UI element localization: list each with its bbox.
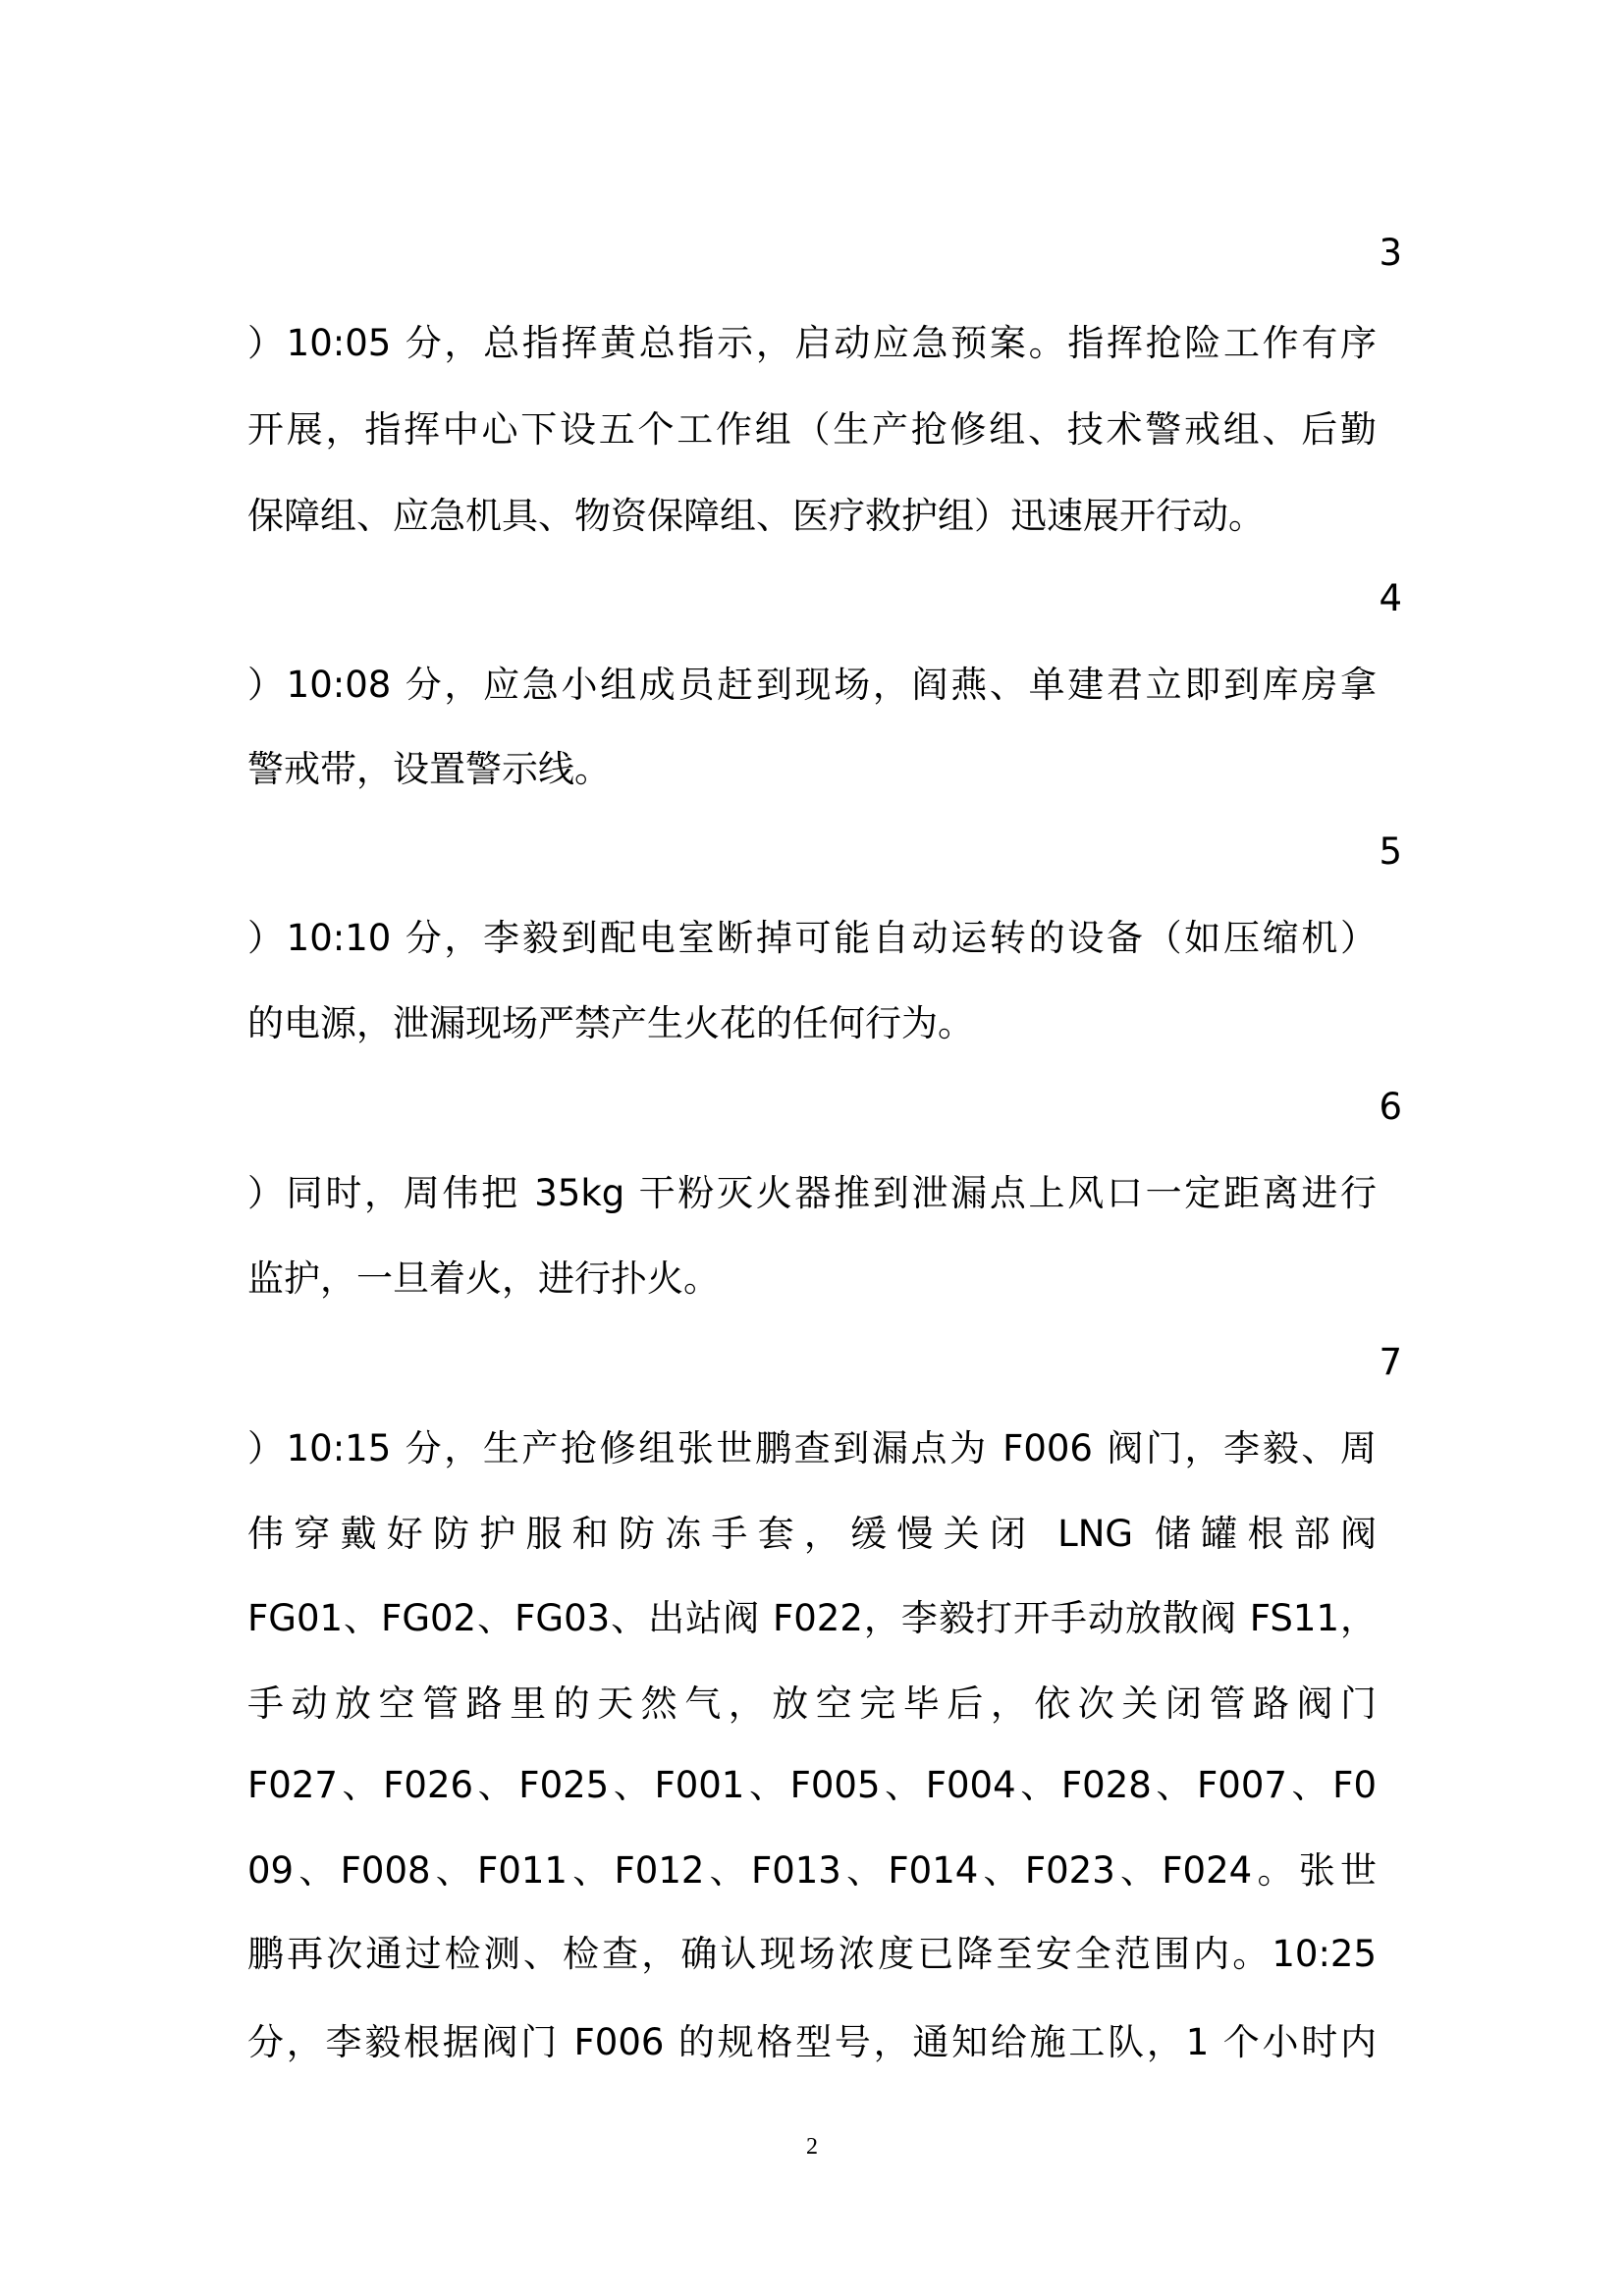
paragraph-line: ）同时，周伟把 35kg 干粉灭火器推到泄漏点上风口一定距离进行 <box>247 1172 1377 1214</box>
item-number: 6 <box>1379 1086 1402 1128</box>
paragraph-line: 监护，一旦着火，进行扑火。 <box>247 1257 720 1300</box>
paragraph-line: FG01、FG02、FG03、出站阀 F022，李毅打开手动放散阀 FS11， <box>247 1597 1377 1639</box>
page-number: 2 <box>806 2134 818 2160</box>
paragraph-line: 09、F008、F011、F012、F013、F014、F023、F024。张世 <box>247 1849 1377 1892</box>
paragraph-line: ）10:05 分，总指挥黄总指示，启动应急预案。指挥抢险工作有序 <box>247 322 1377 364</box>
paragraph-line: ）10:15 分，生产抢修组张世鹏查到漏点为 F006 阀门，李毅、周 <box>247 1427 1377 1469</box>
paragraph-line: 保障组、应急机具、物资保障组、医疗救护组）迅速展开行动。 <box>247 495 1265 537</box>
paragraph-line: 手动放空管路里的天然气，放空完毕后，依次关闭管路阀门 <box>247 1682 1377 1725</box>
paragraph-line: 鹏再次通过检测、检查，确认现场浓度已降至安全范围内。10:25 <box>247 1933 1377 1975</box>
item-number: 5 <box>1379 830 1402 873</box>
item-number: 3 <box>1379 232 1402 274</box>
item-number: 7 <box>1379 1341 1402 1383</box>
paragraph-line: 警戒带，设置警示线。 <box>247 748 611 790</box>
paragraph-line: 分，李毅根据阀门 F006 的规格型号，通知给施工队，1 个小时内 <box>247 2021 1377 2063</box>
paragraph-line: F027、F026、F025、F001、F005、F004、F028、F007、F0 <box>247 1764 1377 1806</box>
item-number: 4 <box>1379 577 1402 619</box>
paragraph-line: 伟穿戴好防护服和防冻手套，缓慢关闭 LNG 储罐根部阀 <box>247 1513 1377 1555</box>
paragraph-line: ）10:08 分，应急小组成员赶到现场，阎燕、单建君立即到库房拿 <box>247 664 1377 706</box>
paragraph-line: 的电源，泄漏现场严禁产生火花的任何行为。 <box>247 1002 974 1044</box>
paragraph-line: ）10:10 分，李毅到配电室断掉可能自动运转的设备（如压缩机） <box>247 917 1377 959</box>
paragraph-line: 开展，指挥中心下设五个工作组（生产抢修组、技术警戒组、后勤 <box>247 408 1377 451</box>
